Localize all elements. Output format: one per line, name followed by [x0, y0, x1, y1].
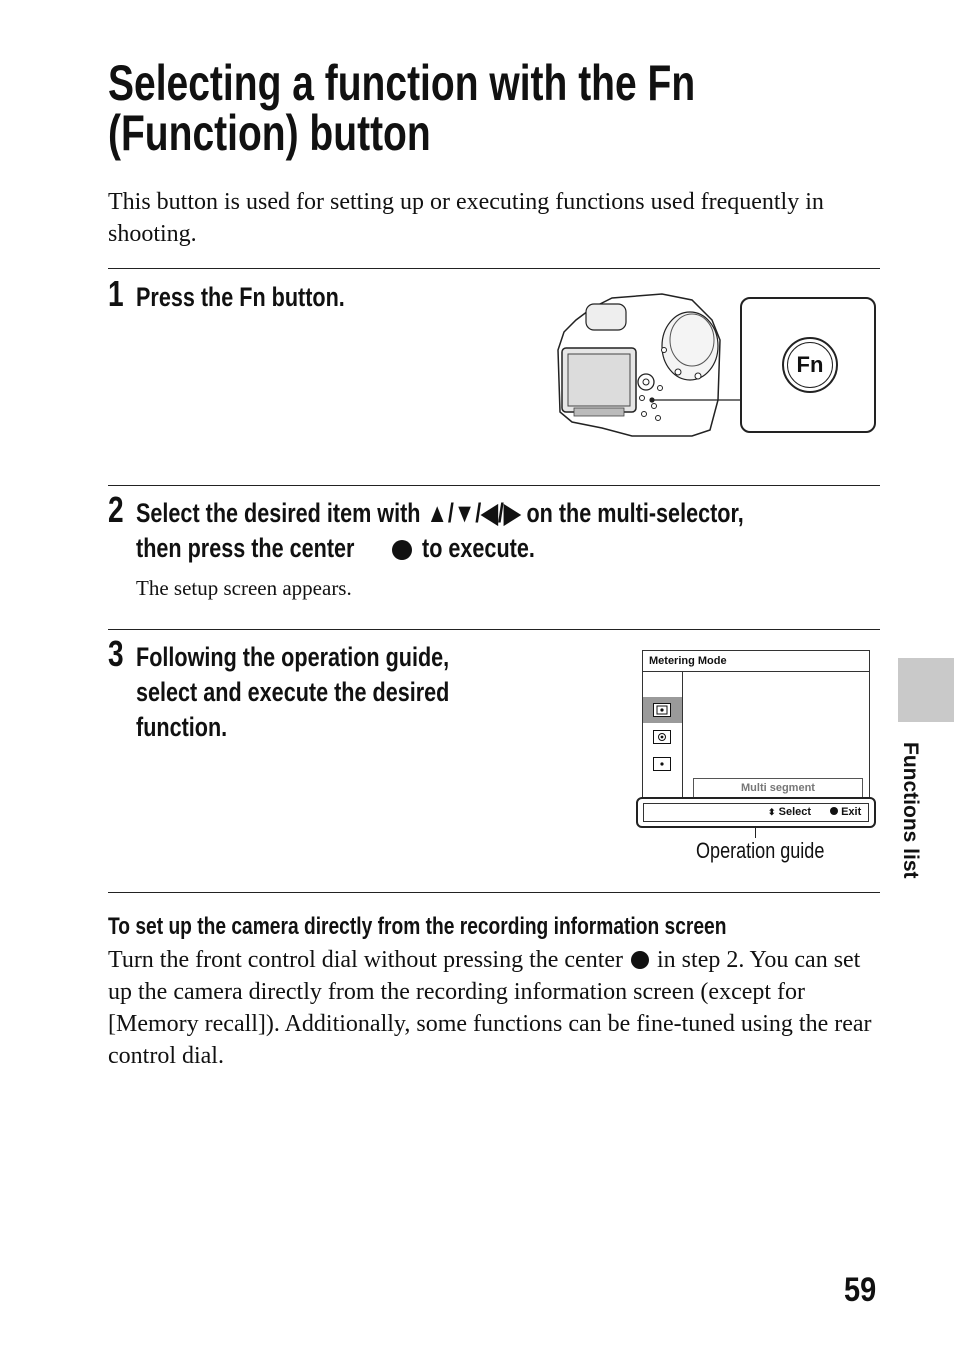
camera-illustration	[552, 290, 752, 442]
step-2-number: 2	[108, 489, 124, 530]
metering-mode-screen	[636, 650, 876, 828]
guide-pointer-line	[755, 828, 756, 838]
intro-paragraph: This button is used for setting up or executing functions used frequently in shooting.	[108, 189, 824, 247]
step-2-heading: Select the desired item with ▲/▼/◀/▶ on the multi-selector, then press the center	[136, 498, 744, 563]
operation-guide-caption: Operation guide	[696, 838, 825, 863]
center-button-icon	[830, 807, 838, 815]
chapter-tab-label: Functions list	[899, 742, 922, 879]
operation-guide-bar	[643, 803, 869, 822]
multi-segment-icon	[643, 697, 682, 723]
section-divider	[108, 892, 880, 893]
page-title	[108, 55, 861, 161]
page-number: 59	[844, 1271, 877, 1309]
step-3-divider	[108, 629, 880, 630]
page-title-line-2: (Function) button	[108, 105, 431, 161]
subsection-heading: To set up the camera directly from the recording information screen	[108, 913, 727, 940]
selected-mode-label: Multi segment	[693, 778, 863, 798]
step-1-divider	[108, 268, 880, 269]
step-3-heading: Following the operation guide, select and execute the desired function.	[136, 642, 450, 742]
step-1-heading: Press the Fn button.	[136, 282, 345, 312]
center-button-symbol	[390, 531, 414, 566]
fn-button-callout	[740, 297, 876, 433]
step-2-divider	[108, 485, 880, 486]
spot-icon	[643, 751, 682, 777]
subsection-body: Turn the front control dial without pressing the center in step 2. You can set up the camera directly from the recording information screen (except for [Memory recall]). Additionally, some functions can be fine-tuned using the rear control dial.	[108, 947, 872, 1069]
chapter-tab	[898, 658, 954, 722]
operation-guide-frame	[636, 797, 876, 828]
screen-title: Metering Mode	[649, 655, 727, 667]
screen-title-divider	[643, 671, 869, 672]
page-title-line-1: Selecting a function with the Fn	[108, 55, 696, 111]
fn-button-icon	[782, 337, 838, 393]
center-weighted-icon	[643, 724, 682, 750]
screen-frame	[642, 650, 870, 800]
screen-column-divider	[682, 671, 683, 801]
up-down-arrows-icon: ⬍	[768, 807, 776, 817]
center-button-symbol-inline	[631, 951, 649, 969]
step-1-number: 1	[108, 273, 124, 314]
guide-exit: Exit	[830, 804, 861, 821]
step-2-note: The setup screen appears.	[136, 576, 352, 600]
guide-select: ⬍ Select	[768, 806, 812, 818]
step-3-number: 3	[108, 633, 124, 674]
step-2-heading-end: to execute.	[422, 533, 535, 563]
fn-button-label: Fn	[787, 342, 833, 388]
